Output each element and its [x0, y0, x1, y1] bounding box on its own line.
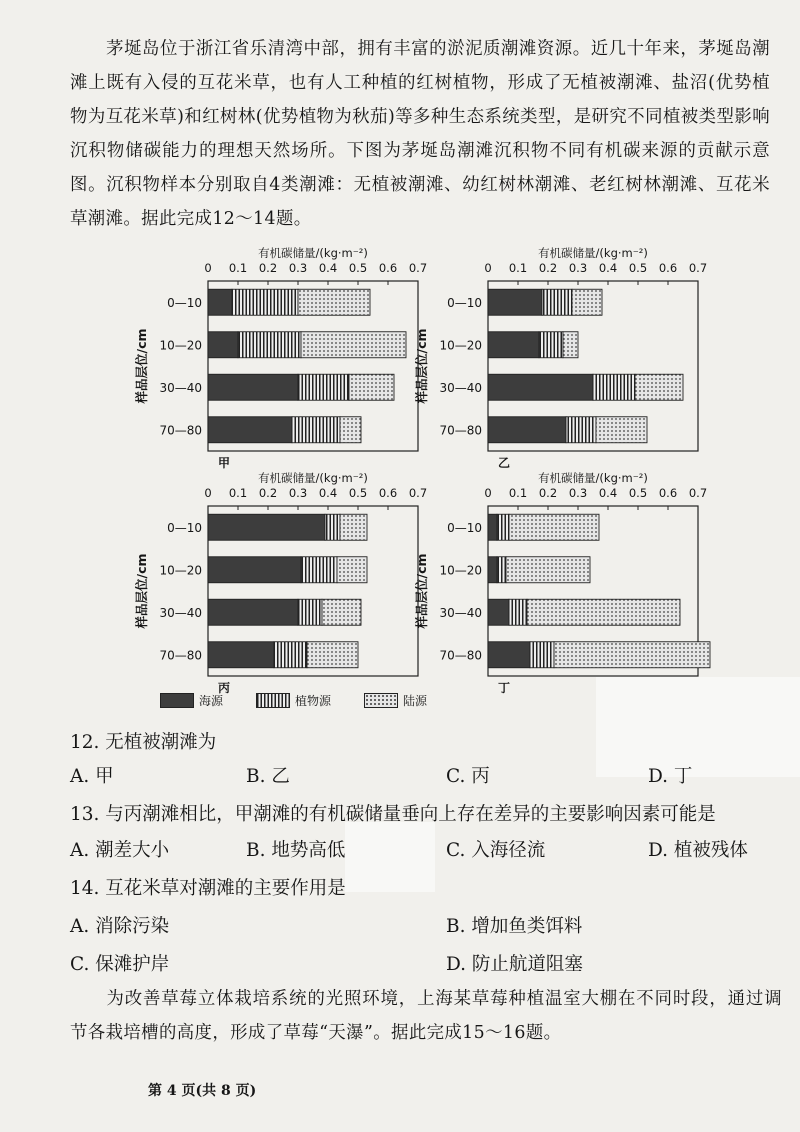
y-category-label: 70—80	[159, 648, 202, 663]
bar-segment	[509, 599, 527, 625]
chart-jia	[130, 245, 428, 475]
bar-segment	[274, 642, 307, 668]
x-tick-label: 0.5	[628, 261, 648, 275]
y-axis-label: 样品层位/cm	[414, 553, 429, 629]
bar-segment	[232, 289, 298, 315]
x-tick-label: 0.5	[348, 486, 368, 500]
page-footer: 第 4 页(共 8 页)	[148, 1083, 257, 1099]
x-tick-label: 0.3	[288, 486, 308, 500]
legend-item-land	[364, 692, 427, 709]
bar-segment	[298, 289, 370, 315]
bar-segment	[322, 599, 361, 625]
panel-label: 丁	[498, 681, 511, 695]
bar-segment	[238, 332, 301, 358]
bar-segment	[488, 417, 566, 443]
outro-paragraph: 为改善草莓立体栽培系统的光照环境，上海某草莓种植温室大棚在不同时段，通过调节各栽培槽的高度，形成了草莓“天瀑”。据此完成15～16题。	[70, 989, 782, 1043]
q13-option-d: D. 植被残体	[648, 840, 748, 861]
question-14: 14. 互花米草对潮滩的主要作用是	[70, 878, 346, 899]
legend-swatch-land	[364, 693, 398, 708]
y-category-label: 0—10	[447, 295, 482, 310]
x-tick-label: 0.7	[408, 486, 428, 500]
x-tick-label: 0	[484, 486, 492, 500]
bar-segment	[208, 557, 301, 583]
x-tick-label: 0.6	[378, 261, 398, 275]
bar-segment	[301, 332, 406, 358]
chart-ding-svg	[410, 470, 708, 700]
y-axis-label: 样品层位/cm	[134, 553, 149, 629]
bar-segment	[488, 557, 497, 583]
bar-segment	[563, 332, 578, 358]
bar-segment	[298, 374, 349, 400]
y-axis-label: 样品层位/cm	[414, 328, 429, 404]
chart-ding	[410, 470, 708, 700]
x-tick-label: 0.7	[408, 261, 428, 275]
bar-segment	[488, 642, 530, 668]
panel-label: 乙	[498, 456, 511, 470]
x-tick-label: 0.6	[658, 486, 678, 500]
bar-segment	[337, 557, 367, 583]
chart-legend	[160, 692, 540, 712]
x-tick-label: 0.1	[508, 486, 528, 500]
y-category-label: 30—40	[439, 605, 482, 620]
x-tick-label: 0.4	[318, 486, 338, 500]
chart-title: 有机碳储量/(kg·m⁻²)	[538, 246, 648, 260]
y-category-label: 0—10	[447, 520, 482, 535]
chart-title: 有机碳储量/(kg·m⁻²)	[258, 246, 368, 260]
bar-segment	[566, 417, 596, 443]
bar-segment	[488, 332, 539, 358]
blank-patch	[345, 822, 435, 892]
q13-option-b: B. 地势高低	[246, 840, 346, 861]
bar-segment	[307, 642, 358, 668]
x-tick-label: 0.1	[228, 261, 248, 275]
chart-jia-svg	[130, 245, 428, 475]
legend-item-plant	[256, 692, 331, 709]
x-tick-label: 0.1	[228, 486, 248, 500]
q12-option-c: C. 丙	[446, 766, 490, 787]
carbon-charts	[130, 245, 708, 725]
q13-option-a: A. 潮差大小	[70, 840, 170, 861]
bar-segment	[488, 599, 509, 625]
y-category-label: 70—80	[439, 423, 482, 438]
y-category-label: 10—20	[439, 338, 482, 353]
bar-segment	[542, 289, 572, 315]
x-tick-label: 0	[484, 261, 492, 275]
legend-item-sea	[160, 692, 223, 709]
bar-segment	[488, 289, 542, 315]
bar-segment	[554, 642, 710, 668]
question-12: 12. 无植被潮滩为	[70, 732, 217, 753]
x-tick-label: 0.2	[538, 486, 558, 500]
x-tick-label: 0.4	[598, 486, 618, 500]
q12-option-a: A. 甲	[70, 766, 114, 787]
y-category-label: 10—20	[439, 563, 482, 578]
legend-swatch-plant	[256, 693, 290, 708]
chart-title: 有机碳储量/(kg·m⁻²)	[258, 471, 368, 485]
panel-label: 甲	[218, 456, 231, 470]
bar-segment	[208, 332, 238, 358]
bar-segment	[509, 514, 599, 540]
chart-yi-svg	[410, 245, 708, 475]
x-tick-label: 0.3	[568, 261, 588, 275]
x-tick-label: 0.6	[378, 486, 398, 500]
y-category-label: 10—20	[159, 563, 202, 578]
bar-segment	[340, 514, 367, 540]
y-category-label: 30—40	[439, 380, 482, 395]
y-axis-label: 样品层位/cm	[134, 328, 149, 404]
bar-segment	[292, 417, 340, 443]
x-tick-label: 0.2	[258, 261, 278, 275]
bar-segment	[530, 642, 554, 668]
x-tick-label: 0.2	[258, 486, 278, 500]
legend-swatch-sea	[160, 693, 194, 708]
y-category-label: 0—10	[167, 295, 202, 310]
x-tick-label: 0.6	[658, 261, 678, 275]
legend-label-plant: 植物源	[295, 694, 332, 708]
q14-option-a: A. 消除污染	[70, 916, 170, 937]
x-tick-label: 0.7	[688, 486, 708, 500]
chart-bing	[130, 470, 428, 700]
y-category-label: 70—80	[439, 648, 482, 663]
x-tick-label: 0	[204, 486, 212, 500]
bar-segment	[208, 417, 292, 443]
bar-segment	[527, 599, 680, 625]
q14-option-d: D. 防止航道阻塞	[446, 954, 583, 975]
chart-title: 有机碳储量/(kg·m⁻²)	[538, 471, 648, 485]
panel-label: 丙	[218, 681, 231, 695]
bar-segment	[635, 374, 683, 400]
bar-segment	[325, 514, 340, 540]
x-tick-label: 0.1	[508, 261, 528, 275]
x-tick-label: 0.3	[288, 261, 308, 275]
question-13: 13. 与丙潮滩相比，甲潮滩的有机碳储量垂向上存在差异的主要影响因素可能是	[70, 804, 716, 825]
q14-option-b: B. 增加鱼类饵料	[446, 916, 583, 937]
y-category-label: 10—20	[159, 338, 202, 353]
intro-paragraph: 茅埏岛位于浙江省乐清湾中部，拥有丰富的淤泥质潮滩资源。近几十年来，茅埏岛潮滩上既有入侵的互花米草，也有人工种植的红树植物，形成了无植被潮滩、盐沼(优势植物为互花米草)和红树林(优势植物为秋茄)等多种生态系统类型，是研究不同植被类型影响沉积物储碳能力的理想天然场所。下图为茅埏岛潮滩沉积物不同有机碳来源的贡献示意图。沉积物样本分别取自4类潮滩：无植被潮滩、幼红树林潮滩、老红树林潮滩、互花米草潮滩。据此完成12～14题。	[70, 39, 770, 229]
bar-segment	[596, 417, 647, 443]
bar-segment	[208, 642, 274, 668]
bar-segment	[208, 374, 298, 400]
bar-segment	[488, 374, 593, 400]
chart-bing-svg	[130, 470, 428, 700]
bar-segment	[497, 557, 506, 583]
x-tick-label: 0.3	[568, 486, 588, 500]
q12-option-b: B. 乙	[246, 766, 290, 787]
x-tick-label: 0.7	[688, 261, 708, 275]
blank-patch	[596, 677, 800, 777]
legend-label-sea: 海源	[199, 694, 224, 708]
bar-segment	[572, 289, 602, 315]
bar-segment	[208, 599, 298, 625]
x-tick-label: 0.4	[318, 261, 338, 275]
bar-segment	[497, 514, 509, 540]
q14-option-c: C. 保滩护岸	[70, 954, 170, 975]
bar-segment	[208, 289, 232, 315]
q12-option-d: D. 丁	[648, 766, 693, 787]
x-tick-label: 0.4	[598, 261, 618, 275]
bar-segment	[301, 557, 337, 583]
y-category-label: 70—80	[159, 423, 202, 438]
bar-segment	[349, 374, 394, 400]
legend-label-land: 陆源	[403, 694, 428, 708]
chart-yi	[410, 245, 708, 475]
bar-segment	[539, 332, 563, 358]
x-tick-label: 0	[204, 261, 212, 275]
bar-segment	[340, 417, 361, 443]
y-category-label: 30—40	[159, 605, 202, 620]
bar-segment	[506, 557, 590, 583]
bar-segment	[488, 514, 497, 540]
x-tick-label: 0.5	[628, 486, 648, 500]
q13-option-c: C. 入海径流	[446, 840, 546, 861]
x-tick-label: 0.5	[348, 261, 368, 275]
x-tick-label: 0.2	[538, 261, 558, 275]
bar-segment	[298, 599, 322, 625]
bar-segment	[208, 514, 325, 540]
y-category-label: 30—40	[159, 380, 202, 395]
y-category-label: 0—10	[167, 520, 202, 535]
bar-segment	[593, 374, 635, 400]
